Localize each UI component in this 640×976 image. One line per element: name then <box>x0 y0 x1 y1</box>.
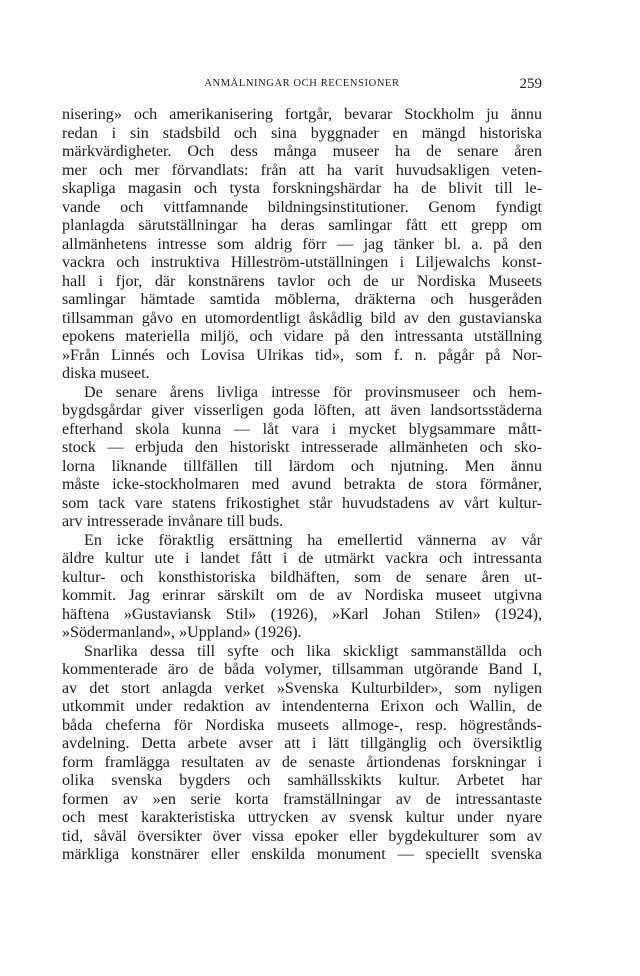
text-line: avdelning. Detta arbete avser att i lätt tillgänglig och översiktlig <box>62 735 542 752</box>
text-line: hall i fjor, där konstnärens tavlor och de ur Nordiska Museets <box>62 272 542 290</box>
text-line: mer och mer förvandlats: från att ha varit huvudsakligen veten- <box>62 161 542 179</box>
text-line: allmänhetens intresse som aldrig förr — jag tänker bl. a. på den <box>62 235 542 253</box>
text-line: märkvärdigheter. Och dess många museer ha de senare åren <box>62 143 542 160</box>
text-line: vande och vittfamnande bildningsinstitutioner. Genom fyndigt <box>62 198 542 216</box>
text-line: planlagda särutställningar ha deras samlingar fått ett grepp om <box>62 217 542 234</box>
text-line: vackra och instruktiva Hilleström-utställningen i Liljewalchs konst- <box>62 254 542 271</box>
text-line: En icke föraktlig ersättning ha emellertid vännerna av vår <box>84 531 542 549</box>
text-line: efterhand skola kunna — låt vara i mycket blygsammare mått- <box>62 420 542 438</box>
page-header <box>62 76 542 92</box>
text-line: form framlägga resultaten av de senaste årtiondenas forskningar i <box>62 753 542 771</box>
text-line: och mest karakteristiska uttrycken av svensk kultur under nyare <box>62 809 542 826</box>
text-line: »Södermanland», »Uppland» (1926). <box>62 624 302 641</box>
text-line: olika svenska bygders och samhällsskikts kultur. Arbetet har <box>62 772 542 789</box>
text-line: diska museet. <box>62 365 150 382</box>
text-line: skapliga magasin och tysta forskningshärdar ha de blivit till le- <box>62 180 542 197</box>
text-line: tillsamman gåvo en utomordentligt åskådlig bild av den gustavianska <box>62 309 542 327</box>
text-line: Snarlika dessa till syfte och lika skickligt sammanställda och <box>84 642 542 660</box>
body-text <box>62 106 542 865</box>
text-line: bygdsgårdar giver visserligen goda löften, att även landsortsstäderna <box>62 402 542 419</box>
text-line: nisering» och amerikanisering fortgår, bevarar Stockholm ju ännu <box>62 106 542 123</box>
text-line: tid, såväl översikter över vissa epoker eller bygdekulturer som av <box>62 827 542 845</box>
text-line: märkliga konstnärer eller enskilda monument — speciellt svenska <box>62 846 542 863</box>
text-line: äldre kultur ute i landet fått i de utmärkt vackra och intressanta <box>62 550 542 567</box>
text-line: formen av »en serie korta framställningar av de intressantaste <box>62 790 542 808</box>
text-line: epokens materiella miljö, och vidare på den intressanta utställning <box>62 328 542 345</box>
text-line: utkommit under redaktion av intendenterna Erixon och Wallin, de <box>62 698 542 715</box>
text-line: häftena »Gustaviansk Stil» (1926), »Karl Johan Stilen» (1924), <box>62 605 542 623</box>
text-line: kommenterade äro de båda volymer, tillsamman utgörande Band I, <box>62 661 542 678</box>
running-title: ANMÄLNINGAR OCH RECENSIONER <box>204 78 400 89</box>
text-line: De senare årens livliga intresse för provinsmuseer och hem- <box>84 383 542 401</box>
text-line: båda cheferna för Nordiska museets allmoge-, resp. högrestånds- <box>62 716 542 734</box>
text-line: kultur- och konsthistoriska bildhäften, som de senare åren ut- <box>62 568 542 586</box>
text-line: som tack vare statens frikostighet står huvudstadens av vårt kultur- <box>62 494 542 512</box>
text-line: av det stort anlagda verket »Svenska Kulturbilder», som nyligen <box>62 679 542 697</box>
text-line: lorna liknande tillfällen till lärdom och njutning. Men ännu <box>62 457 542 475</box>
text-line: samlingar hämtade samtida möblerna, dräkterna och husgeråden <box>62 291 542 308</box>
text-line: redan i sin stadsbild och sina byggnader en mängd historiska <box>62 124 542 142</box>
text-line: måste icke-stockholmaren med avund betrakta de stora förmåner, <box>62 476 542 493</box>
text-line: »Från Linnés och Lovisa Ulrikas tid», som f. n. pågår på Nor- <box>62 346 542 364</box>
text-line: stock — erbjuda den historiskt intresserade allmänheten och sko- <box>62 439 542 456</box>
text-line: kommit. Jag erinrar särskilt om de av Nordiska museet utgivna <box>62 587 542 604</box>
text-line: arv intresserade invånare till buds. <box>62 513 284 530</box>
page-number: 259 <box>519 76 542 92</box>
